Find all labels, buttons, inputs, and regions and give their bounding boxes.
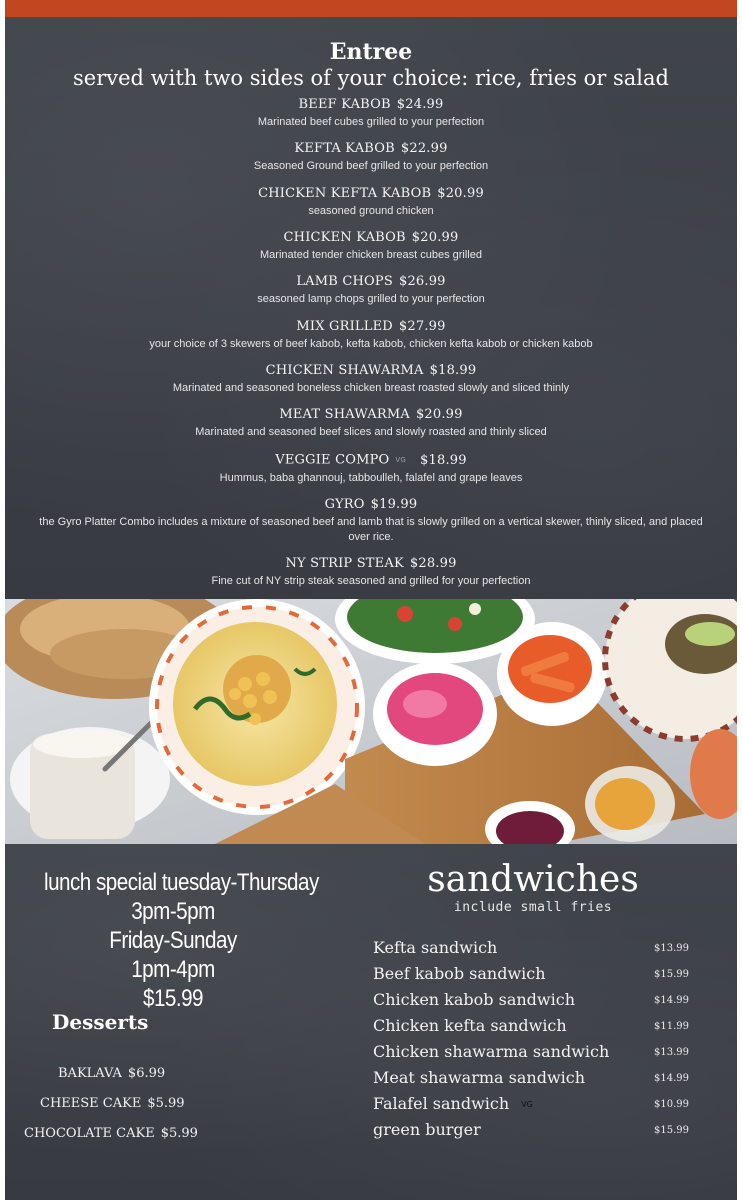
sandwich-item-chicken-kabob [373, 990, 689, 1016]
sandwich-item-price: $14.99 [654, 995, 689, 1006]
dessert-item-price: $5.99 [160, 1126, 198, 1141]
sandwich-item-name: Chicken kefta sandwich [373, 1016, 567, 1035]
sandwich-item-price: $15.99 [654, 1125, 689, 1136]
entree-item-description: your choice of 3 skewers of beef kabob, kefta kabob, chicken kefta kabob or chicken kabob [149, 338, 593, 350]
entree-item-price: $26.99 [398, 274, 446, 289]
dessert-item-price: $5.99 [147, 1096, 185, 1111]
sandwich-item-beef-kabob [373, 964, 689, 990]
entree-item-price: $20.99 [411, 230, 459, 245]
entree-item-name: BEEF KABOB [298, 97, 391, 112]
sandwich-item-name: green burger [373, 1120, 481, 1139]
vegan-tag: VG [395, 456, 407, 464]
entree-item-mix-grilled [25, 318, 717, 352]
entree-item-chicken-kabob [25, 229, 717, 263]
sandwich-item-name: Chicken kabob sandwich [373, 990, 575, 1009]
dessert-item-name: BAKLAVA [58, 1066, 122, 1081]
lunch-special-days: lunch special tuesday-Thursday [44, 869, 319, 896]
sandwich-item-price: $11.99 [654, 1021, 689, 1032]
top-accent-bar [5, 0, 737, 17]
sandwich-item-green-burger [373, 1120, 689, 1146]
entree-item-name: LAMB CHOPS [296, 274, 393, 289]
entree-item-name: GYRO [324, 497, 365, 512]
entree-item-price: $24.99 [396, 97, 444, 112]
entree-item-ny-strip-steak [25, 555, 717, 589]
entree-item-description: Seasoned Ground beef grilled to your perfection [253, 160, 489, 172]
entree-item-price: $20.99 [415, 407, 463, 422]
bottom-board [5, 844, 737, 1200]
entree-item-lamb-chops [25, 273, 717, 307]
dessert-item-chocolate-cake [24, 1126, 198, 1141]
entree-item-meat-shawarma [25, 406, 717, 440]
entree-item-gyro [25, 496, 717, 545]
entree-item-name: MEAT SHAWARMA [279, 407, 410, 422]
sandwich-item-meat-shawarma [373, 1068, 689, 1094]
dessert-item-name: CHEESE CAKE [40, 1096, 142, 1111]
sandwich-item-price: $10.99 [654, 1099, 689, 1110]
entree-item-name: KEFTA KABOB [294, 141, 395, 156]
entree-item-description: Marinated tender chicken breast cubes grilled [260, 249, 482, 261]
entree-item-chicken-shawarma [25, 362, 717, 396]
sandwich-item-chicken-kefta [373, 1016, 689, 1042]
entree-item-name: NY STRIP STEAK [285, 556, 404, 571]
lunch-special-hours: 3pm-5pm [131, 898, 215, 925]
sandwiches-title: sandwiches [427, 859, 639, 900]
sandwich-item-price: $13.99 [654, 1047, 689, 1058]
entree-item-description: seasoned lamp chops grilled to your perfection [257, 293, 485, 305]
sandwich-item-name: Meat shawarma sandwich [373, 1068, 586, 1087]
entree-item-name: CHICKEN KEFTA KABOB [258, 186, 432, 201]
entree-item-description: Marinated and seasoned beef slices and slowly roasted and thinly sliced [195, 426, 547, 438]
entree-item-price: $28.99 [409, 556, 457, 571]
entree-item-price: $20.99 [437, 186, 484, 201]
entree-item-name: VEGGIE COMPO [275, 452, 390, 468]
sandwich-item-price: $15.99 [654, 969, 689, 980]
dessert-item-price: $6.99 [127, 1066, 166, 1081]
entree-item-veggie-compo [25, 451, 717, 486]
dessert-item-cheese-cake [40, 1096, 185, 1111]
entree-item-description: Marinated beef cubes grilled to your perfection [257, 116, 485, 128]
sandwich-item-price: $13.99 [654, 943, 689, 954]
sandwich-item-chicken-shawarma [373, 1042, 689, 1068]
entree-item-description: Fine cut of NY strip steak seasoned and grilled for your perfection [211, 575, 531, 587]
sandwich-item-name-text: Falafel sandwich [373, 1094, 510, 1113]
entree-subtitle: served with two sides of your choice: rice, fries or salad [73, 66, 669, 90]
sandwich-item-falafel [373, 1094, 689, 1120]
sandwich-item-kefta [373, 938, 689, 964]
lunch-special [23, 868, 323, 1013]
desserts-title: Desserts [52, 1010, 149, 1034]
sandwich-item-price: $14.99 [654, 1073, 689, 1084]
entree-title: Entree [329, 39, 413, 65]
sandwich-item-name [373, 1094, 533, 1113]
sandwich-item-name: Kefta sandwich [373, 938, 498, 957]
entree-item-description: the Gyro Platter Combo includes a mixture of seasoned beef and lamb that is slowly grilled on a vertical skewer, thinly sliced, and placed over rice. [39, 516, 703, 543]
entree-item-price: $19.99 [370, 497, 418, 512]
entree-item-description: Hummus, baba ghannouj, tabboulleh, falafel and grape leaves [219, 471, 523, 484]
entree-item-name: CHICKEN SHAWARMA [265, 363, 424, 378]
entree-item-chicken-kefta-kabob [25, 185, 717, 219]
entree-item-name: MIX GRILLED [296, 319, 393, 334]
sandwiches-subtitle: include small fries [453, 900, 613, 915]
entree-item-description: seasoned ground chicken [308, 205, 434, 217]
lunch-special-weekend-hours: 1pm-4pm [131, 956, 215, 983]
entree-item-beef-kabob [25, 96, 717, 130]
dessert-item-baklava [58, 1066, 165, 1081]
lunch-special-weekend-days: Friday-Sunday [109, 927, 237, 954]
entree-item-price: $22.99 [400, 141, 448, 156]
dessert-item-name: CHOCOLATE CAKE [24, 1126, 155, 1141]
sandwich-item-name: Chicken shawarma sandwich [373, 1042, 610, 1061]
food-photo-illustration [5, 599, 737, 844]
entree-item-price: $18.99 [420, 452, 467, 468]
entree-board [5, 17, 737, 599]
vegan-tag: VG [521, 1100, 533, 1109]
entree-item-name: CHICKEN KABOB [283, 230, 406, 245]
entree-item-price: $27.99 [398, 319, 446, 334]
entree-item-price: $18.99 [429, 363, 477, 378]
lunch-special-price: $15.99 [142, 985, 204, 1012]
entree-item-description: Marinated and seasoned boneless chicken breast roasted slowly and sliced thinly [172, 382, 570, 394]
sandwich-item-name: Beef kabob sandwich [373, 964, 546, 983]
food-photo [5, 599, 737, 844]
entree-item-kefta-kabob [25, 140, 717, 174]
